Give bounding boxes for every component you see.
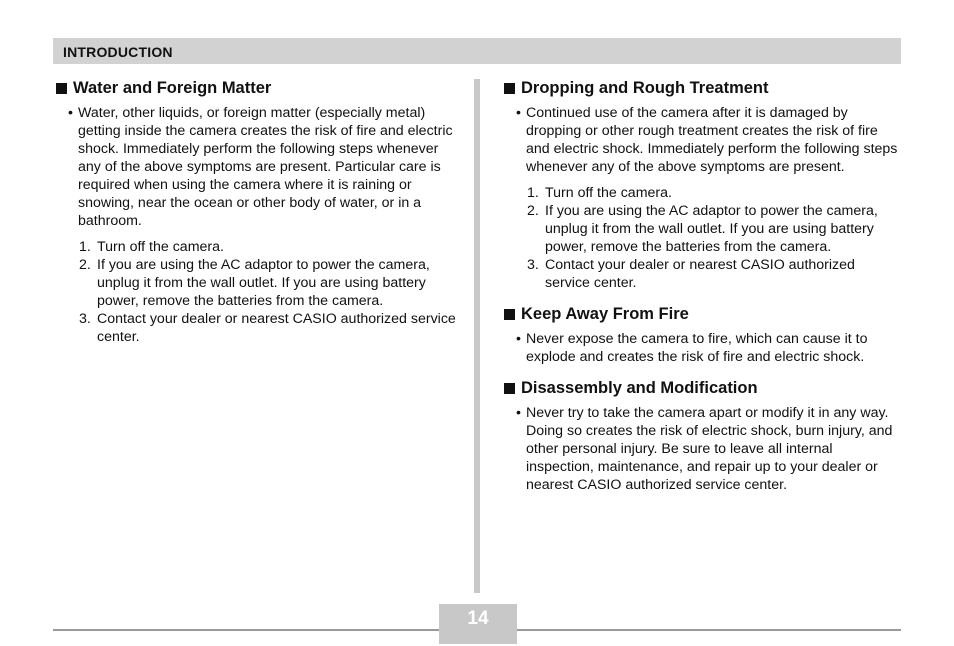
right-column — [504, 78, 898, 494]
steps-list-dropping — [504, 184, 898, 292]
section-title-water: Water and Foreign Matter — [56, 78, 456, 98]
section-header-bar — [53, 38, 901, 64]
warning-text-water: • Water, other liquids, or foreign matter (especially metal) getting inside the camera creates the risk of fire and electric shock. Immediately perform the following steps whenever any of the above symptoms are present. Particular care is required when using the camera where it is raining or snowing, near the ocean or other body of water, or in a bathroom. — [68, 105, 453, 229]
list-item: 2. If you are using the AC adaptor to power the camera, unplug it from the wall outlet. If you are using battery power, remove the batteries from the camera. — [527, 203, 878, 255]
section-header-label: INTRODUCTION — [63, 44, 173, 60]
page-number: 14 — [467, 608, 489, 629]
warning-text-disassembly: • Never try to take the camera apart or modify it in any way. Doing so creates the risk of electric shock, burn injury, and other personal injury. Be sure to leave all internal inspection, maintenance, and repair up to your dealer or nearest CASIO authorized service center. — [516, 405, 893, 493]
section-title-fire: Keep Away From Fire — [504, 304, 898, 324]
list-item: 1. Turn off the camera. — [527, 185, 672, 201]
page-number-badge — [439, 604, 517, 644]
warning-text-fire: • Never expose the camera to fire, which can cause it to explode and creates the risk of fire and electric shock. — [516, 331, 868, 365]
square-bullet-icon — [56, 83, 67, 94]
bullet-dot-icon: • — [68, 105, 73, 121]
bullet-dot-icon: • — [516, 331, 521, 347]
list-item: 2. If you are using the AC adaptor to power the camera, unplug it from the wall outlet. If you are using battery power, remove the batteries from the camera. — [79, 257, 430, 309]
left-column — [56, 78, 456, 346]
square-bullet-icon — [504, 309, 515, 320]
list-item: 3. Contact your dealer or nearest CASIO authorized service center. — [527, 257, 855, 291]
list-item: 1. Turn off the camera. — [79, 239, 224, 255]
section-title-dropping: Dropping and Rough Treatment — [504, 78, 898, 98]
section-title-disassembly: Disassembly and Modification — [504, 378, 898, 398]
bullet-dot-icon: • — [516, 105, 521, 121]
steps-list-water — [56, 238, 456, 346]
warning-text-dropping: • Continued use of the camera after it is damaged by dropping or other rough treatment creates the risk of fire and electric shock. Immediately perform the following steps whenever any of the above symptoms are present. — [516, 105, 898, 175]
square-bullet-icon — [504, 83, 515, 94]
bullet-dot-icon: • — [516, 405, 521, 421]
square-bullet-icon — [504, 383, 515, 394]
list-item: 3. Contact your dealer or nearest CASIO authorized service center. — [79, 311, 456, 345]
column-divider — [474, 79, 480, 593]
